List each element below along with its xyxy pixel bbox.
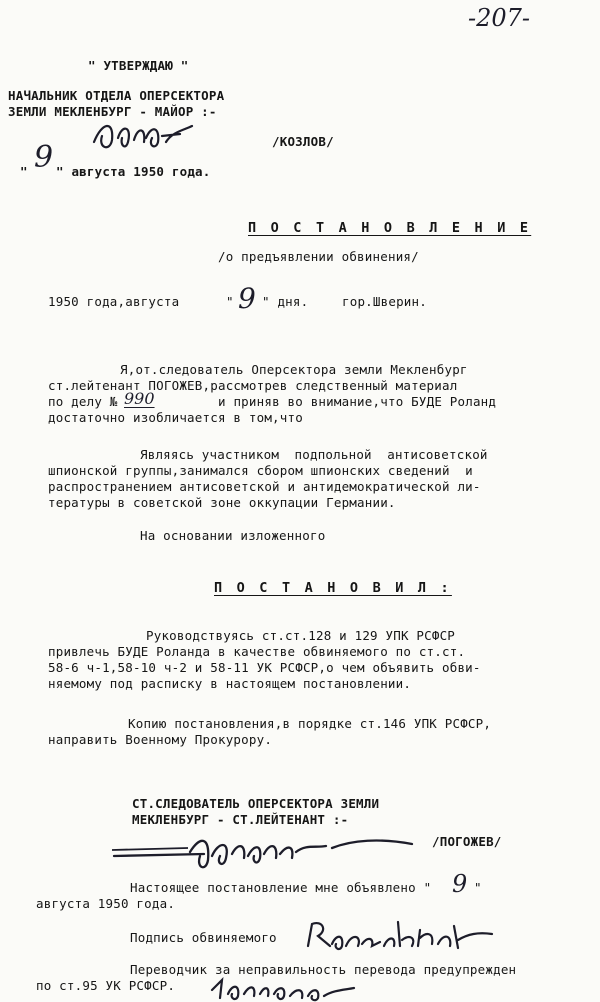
place-date-day: 9 (238, 282, 256, 315)
paragraph2-line4: тературы в советской зоне оккупации Германии. (48, 495, 396, 510)
paragraph2-line1: Являясь участником подпольной антисоветской (140, 447, 488, 462)
approval-date-rest: " августа 1950 года. (56, 164, 211, 179)
case-number: 990 (124, 389, 155, 408)
paragraph3-line2: привлечь БУДЕ Роланда в качестве обвиняемого по ст.ст. (48, 644, 466, 659)
approval-date-quote: " (20, 164, 28, 179)
investigator-signature-name: /ПОГОЖЕВ/ (432, 834, 502, 849)
paragraph2-line3: распространением антисоветской и антидемократической ли- (48, 479, 481, 494)
approval-heading: " УТВЕРЖДАЮ " (88, 58, 189, 73)
announcement-day: 9 (452, 870, 468, 898)
accused-signature-label: Подпись обвиняемого (130, 930, 277, 945)
announcement-line2: августа 1950 года. (36, 896, 176, 911)
approval-date-day: 9 (34, 140, 54, 175)
approval-signature (88, 112, 198, 158)
basis-line: На основании изложенного (140, 528, 326, 543)
paragraph1-line4: достаточно изобличается в том,что (48, 410, 303, 425)
approval-position-line1: НАЧАЛЬНИК ОТДЕЛА ОПЕРСЕКТОРА (8, 88, 225, 103)
place-date-city: гор.Шверин. (342, 294, 427, 309)
announcement-line1b: " (474, 880, 482, 895)
paragraph4-line1: Копию постановления,в порядке ст.146 УПК РСФСР, (128, 716, 492, 731)
document-title: П О С Т А Н О В Л Е Н И Е (248, 220, 532, 236)
approval-position-line2: ЗЕМЛИ МЕКЛЕНБУРГ - МАЙОР :- (8, 104, 217, 119)
place-date-quote-close: " дня. (262, 294, 309, 309)
paragraph1-line2: ст.лейтенант ПОГОЖЕВ,рассмотрев следственный материал (48, 378, 458, 393)
page-number: -207- (468, 4, 531, 32)
investigator-signature (112, 826, 428, 880)
place-date-prefix: 1950 года,августа (48, 294, 180, 309)
investigator-line1: СТ.СЛЕДОВАТЕЛЬ ОПЕРСЕКТОРА ЗЕМЛИ (132, 796, 380, 811)
paragraph4-line2: направить Военному Прокурору. (48, 732, 273, 747)
translator-signature (208, 974, 358, 1002)
accused-signature (302, 916, 498, 956)
investigator-line2: МЕКЛЕНБУРГ - СТ.ЛЕЙТЕНАНТ :- (132, 812, 349, 827)
paragraph3-line3: 58-6 ч-1,58-10 ч-2 и 58-11 УК РСФСР,о чем объявить обви- (48, 660, 481, 675)
paragraph1-line3a: по делу № (48, 394, 118, 409)
translator-line2: по ст.95 УК РСФСР. (36, 978, 176, 993)
announcement-line1a: Настоящее постановление мне объявлено " (130, 880, 432, 895)
translator-line1: Переводчик за неправильность перевода предупрежден (130, 962, 517, 977)
document-subtitle: /о предъявлении обвинения/ (218, 249, 419, 264)
paragraph3-line1: Руководствуясь ст.ст.128 и 129 УПК РСФСР (146, 628, 456, 643)
paragraph1-line3b: и приняв во внимание,что БУДЕ Роланд (218, 394, 497, 409)
resolved-heading: П О С Т А Н О В И Л : (214, 580, 452, 596)
paragraph2-line2: шпионской группы,занимался сбором шпионских сведений и (48, 463, 473, 478)
approval-signature-name: /КОЗЛОВ/ (272, 134, 334, 149)
paragraph1-line1: Я,от.следователь Оперсектора земли Мекленбург (120, 362, 468, 377)
place-date-quote-open: " (226, 294, 234, 309)
paragraph3-line4: няемому под расписку в настоящем постановлении. (48, 676, 412, 691)
